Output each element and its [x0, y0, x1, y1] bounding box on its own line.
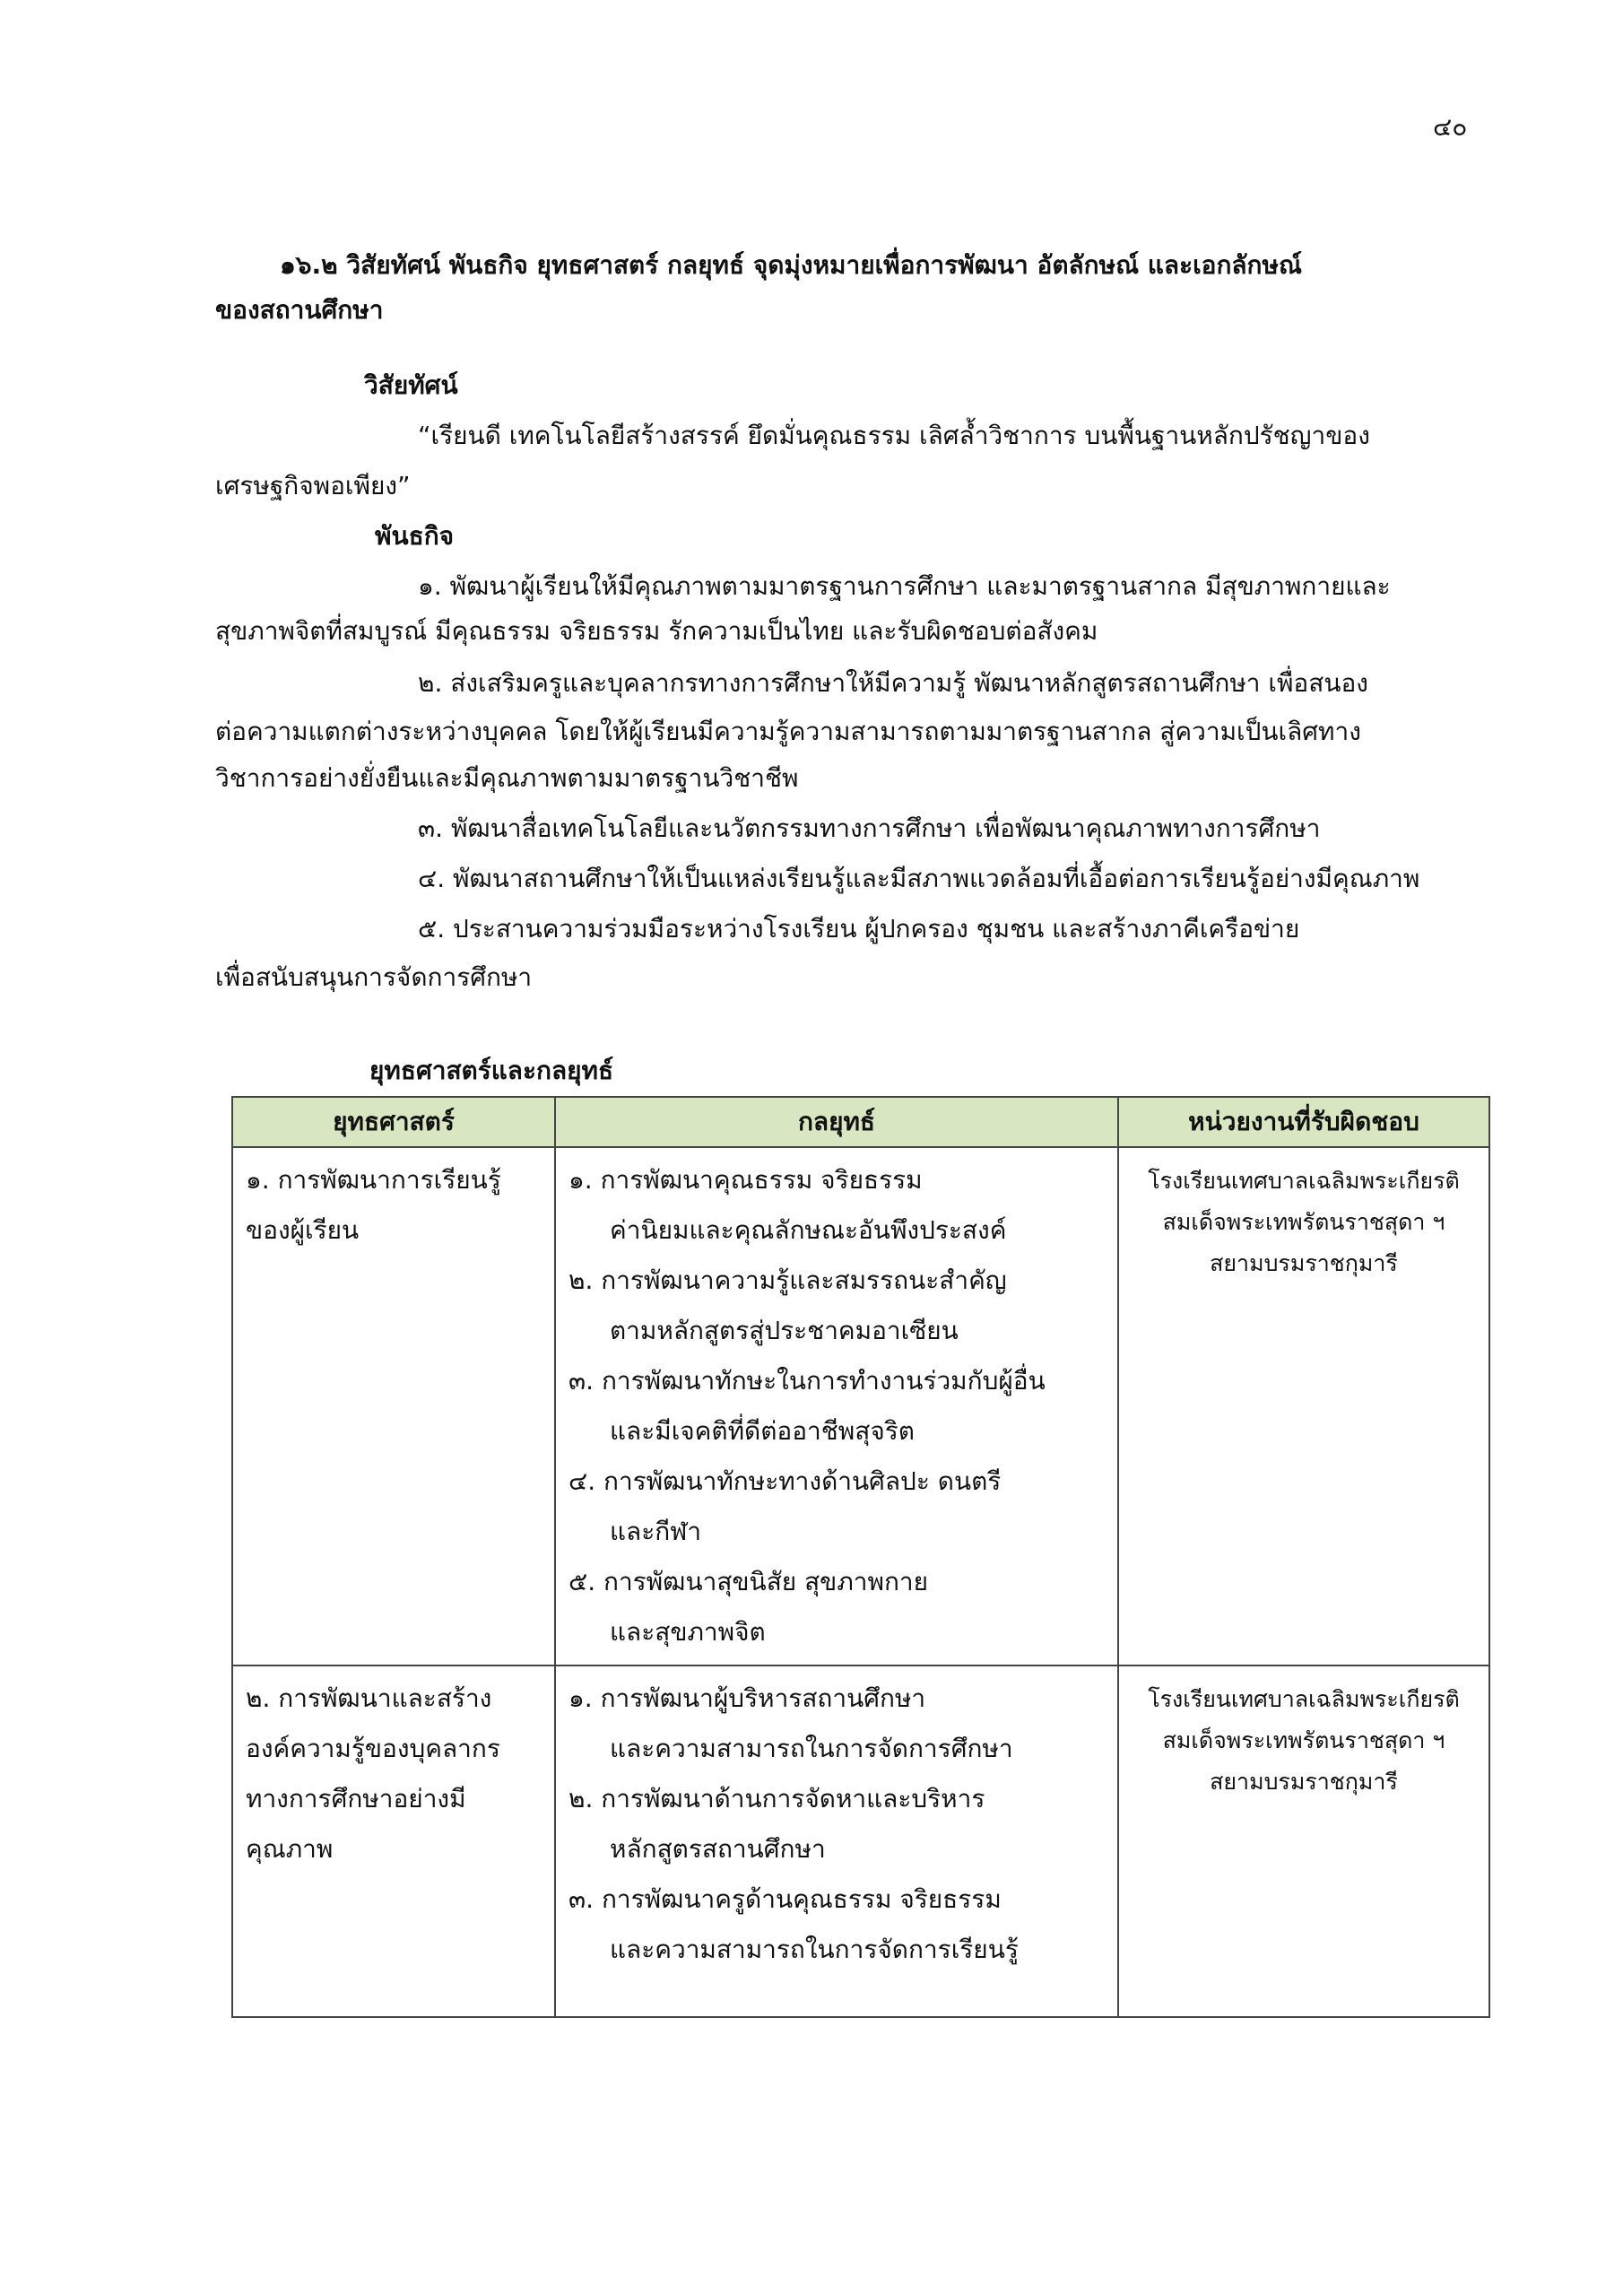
vision-heading: วิสัยทัศน์: [364, 370, 458, 400]
mission-line: ต่อความแตกต่างระหว่างบุคคล โดยให้ผู้เรียนมีความรู้ความสามารถตามมาตรฐานสากล สู่ความเป็นเลิศทาง: [215, 717, 1361, 746]
mission-line: ๓. พัฒนาสื่อเทคโนโลยีและนวัตกรรมทางการศึกษา เพื่อพัฒนาคุณภาพทางการศึกษา: [418, 813, 1321, 843]
mission-line: วิชาการอย่างยั่งยืนและมีคุณภาพตามมาตรฐานวิชาชีพ: [215, 763, 799, 793]
responsible-cell: [1118, 1665, 1489, 2017]
tactic-item-cont: และความสามารถในการจัดการศึกษา: [610, 1734, 1013, 1763]
mission-line: เพื่อสนับสนุนการจัดการศึกษา: [215, 962, 533, 992]
mission-line: ๕. ประสานความร่วมมือระหว่างโรงเรียน ผู้ปกครอง ชุมชน และสร้างภาคีเครือข่าย: [418, 914, 1300, 944]
strategy-line: ๒. การพัฒนาและสร้าง: [246, 1683, 492, 1713]
responsible-line: โรงเรียนเทศบาลเฉลิมพระเกียรติ: [1148, 1686, 1460, 1712]
tactic-item-cont: หลักสูตรสถานศึกษา: [610, 1834, 826, 1864]
strategy-line: ทางการศึกษาอย่างมี: [246, 1784, 466, 1813]
tactic-item-cont: ตามหลักสูตรสู่ประชาคมอาเซียน: [610, 1316, 959, 1345]
strategy-table: [231, 1096, 1490, 2018]
tactic-item: ๕. การพัฒนาสุขนิสัย สุขภาพกาย: [568, 1567, 929, 1596]
tactic-item: ๒. การพัฒนาด้านการจัดหาและบริหาร: [568, 1784, 985, 1813]
tactics-cell: [555, 1147, 1118, 1665]
tactic-item: ๔. การพัฒนาทักษะทางด้านศิลปะ ดนตรี: [568, 1466, 1002, 1496]
mission-line: สุขภาพจิตที่สมบูรณ์ มีคุณธรรม จริยธรรม รักความเป็นไทย และรับผิดชอบต่อสังคม: [215, 616, 1098, 646]
vision-text-line2: เศรษฐกิจพอเพียง”: [215, 471, 411, 500]
table-header-row: [232, 1097, 1489, 1147]
responsible-line: โรงเรียนเทศบาลเฉลิมพระเกียรติ: [1148, 1168, 1460, 1194]
tactic-item-cont: และสุขภาพจิต: [610, 1617, 766, 1647]
tactic-item: ๓. การพัฒนาครูด้านคุณธรรม จริยธรรม: [568, 1884, 1002, 1914]
mission-line: ๑. พัฒนาผู้เรียนให้มีคุณภาพตามมาตรฐานการศึกษา และมาตรฐานสากล มีสุขภาพกายและ: [418, 571, 1391, 601]
tactic-item-cont: ค่านิยมและคุณลักษณะอันพึงประสงค์: [610, 1215, 1007, 1245]
section-heading-line2: ของสถานศึกษา: [215, 295, 384, 325]
responsible-line: สยามบรมราชกุมารี: [1210, 1769, 1398, 1795]
tactics-cell: [555, 1665, 1118, 2017]
tactic-item-cont: และความสามารถในการจัดการเรียนรู้: [610, 1935, 1019, 1964]
mission-heading: พันธกิจ: [375, 521, 455, 551]
strategy-line: ของผู้เรียน: [246, 1215, 360, 1245]
tactic-item: ๑. การพัฒนาคุณธรรม จริยธรรม: [568, 1165, 923, 1195]
responsible-line: สยามบรมราชกุมารี: [1210, 1250, 1398, 1276]
table-row: [232, 1147, 1489, 1665]
responsible-line: สมเด็จพระเทพรัตนราชสุดา ฯ: [1162, 1727, 1445, 1753]
mission-line: ๒. ส่งเสริมครูและบุคลากรทางการศึกษาให้มีความรู้ พัฒนาหลักสูตรสถานศึกษา เพื่อสนอง: [418, 668, 1368, 698]
header-strategy: ยุทธศาสตร์: [232, 1097, 555, 1147]
strategy-cell: [232, 1665, 555, 2017]
strategy-heading: ยุทธศาสตร์และกลยุทธ์: [369, 1056, 614, 1085]
strategy-line: ๑. การพัฒนาการเรียนรู้: [246, 1165, 501, 1195]
tactic-item: ๒. การพัฒนาความรู้และสมรรถนะสำคัญ: [568, 1265, 1007, 1295]
strategy-line: คุณภาพ: [246, 1834, 334, 1864]
mission-line: ๔. พัฒนาสถานศึกษาให้เป็นแหล่งเรียนรู้และมีสภาพแวดล้อมที่เอื้อต่อการเรียนรู้อย่างมีคุณภาพ: [418, 864, 1420, 893]
strategy-line: องค์ความรู้ของบุคลากร: [246, 1734, 500, 1763]
header-responsible: หน่วยงานที่รับผิดชอบ: [1118, 1097, 1489, 1147]
header-tactics: กลยุทธ์: [555, 1097, 1118, 1147]
responsible-line: สมเด็จพระเทพรัตนราชสุดา ฯ: [1162, 1209, 1445, 1235]
table-row: [232, 1665, 1489, 2017]
tactic-item: ๑. การพัฒนาผู้บริหารสถานศึกษา: [568, 1683, 926, 1713]
responsible-cell: [1118, 1147, 1489, 1665]
strategy-cell: [232, 1147, 555, 1665]
vision-text-line1: “เรียนดี เทคโนโลยีสร้างสรรค์ ยึดมั่นคุณธรรม เลิศล้ำวิชาการ บนพื้นฐานหลักปรัชญาของ: [418, 421, 1370, 450]
tactic-item-cont: และมีเจคติที่ดีต่ออาชีพสุจริต: [610, 1416, 915, 1446]
section-heading-line1: ๑๖.๒ วิสัยทัศน์ พันธกิจ ยุทธศาสตร์ กลยุทธ์ จุดมุ่งหมายเพื่อการพัฒนา อัตลักษณ์ และเอกลักษณ์: [280, 250, 1302, 280]
tactic-item: ๓. การพัฒนาทักษะในการทำงานร่วมกับผู้อื่น: [568, 1366, 1046, 1396]
tactic-item-cont: และกีฬา: [610, 1517, 702, 1546]
page-number: ๔๐: [1433, 112, 1468, 142]
